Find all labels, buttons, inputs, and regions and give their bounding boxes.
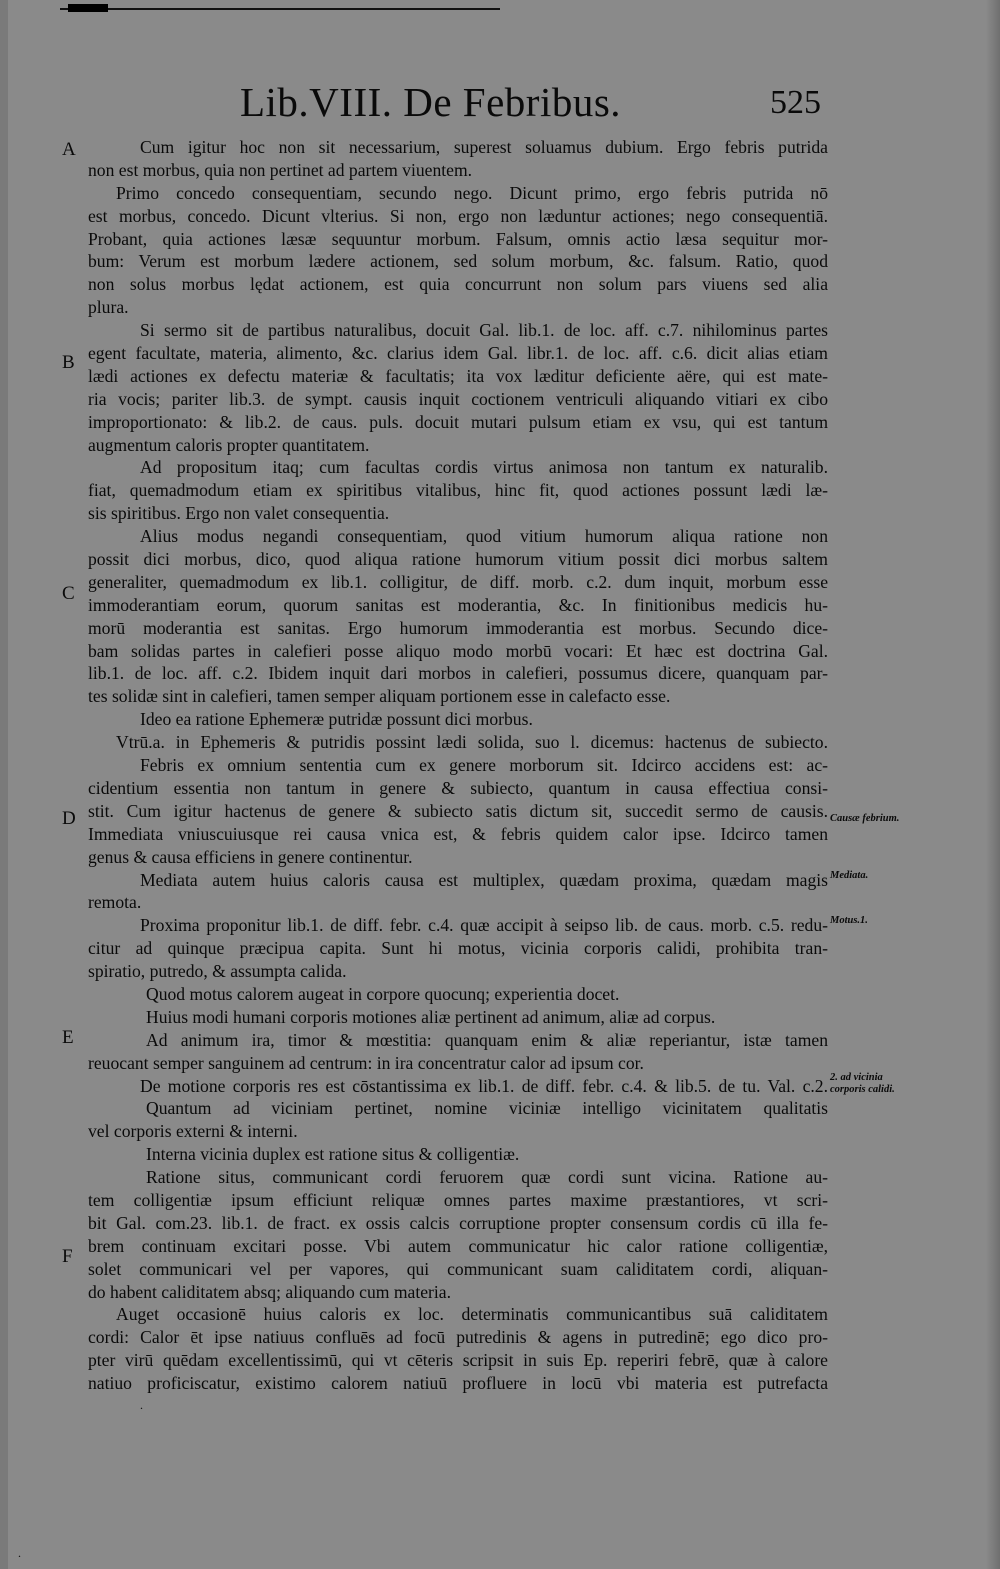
text-line: De motione corporis res est cōstantissima ex lib.1. de diff. febr. c.4. & lib.5. de tu. Val. c.2. (140, 1075, 828, 1096)
text-line: lædi actiones ex defectu materiæ & facultatis; ita vox læditur deficiente aëre, qui est mate- (88, 365, 828, 386)
text-line: Quantum ad viciniam pertinet, nomine viciniæ intelligo vicinitatem qualitatis (146, 1098, 828, 1119)
page-right-edge (986, 0, 1000, 1569)
text-line: Mediata autem huius caloris causa est multiplex, quædam proxima, quædam magis (140, 869, 828, 890)
top-rule (60, 8, 500, 10)
text-line: possit dici morbus, dico, quod aliqua ratione humorum vitium possit dici morbus saltem (88, 549, 828, 570)
text-line: pter virū quēdam excellentissimū, qui vt cēteris scripsit in suis Ep. reperiri febrē, quæ à calore (88, 1350, 828, 1371)
text-line: morū moderantia est sanitas. Ergo humorum immoderantia est morbus. Secundo dice- (88, 617, 828, 638)
margin-letter-b: B (62, 352, 75, 373)
side-note-motus: Motus.1. (830, 915, 868, 926)
text-line: Si sermo sit de partibus naturalibus, docuit Gal. lib.1. de loc. aff. c.7. nihilominus partes (140, 320, 828, 341)
text-line: immoderantiam eorum, quorum sanitas est moderantia, &c. In finitionibus medicis hu- (88, 594, 828, 615)
text-line: spiratio, putredo, & assumpta calida. (88, 961, 347, 982)
ink-speck: . (140, 1398, 143, 1412)
text-line: Cum igitur hoc non sit necessarium, superest soluamus dubium. Ergo febris putrida (140, 137, 828, 157)
side-note-mediata: Mediata. (830, 870, 869, 881)
text-line: genus & causa efficiens in genere continentur. (88, 846, 413, 867)
text-line: Interna vicinia duplex est ratione situs & colligentiæ. (146, 1144, 520, 1165)
text-line: generaliter, quemadmodum ex lib.1. colligitur, de diff. morb. c.2. dum inquit, morbum esse (88, 571, 828, 592)
text-line: Huius modi humani corporis motiones aliæ pertinent ad animum, aliæ ad corpus. (146, 1006, 716, 1027)
text-line: est morbus, concedo. Dicunt vlterius. Si non, ergo non læduntur actiones; nego consequentiā. (88, 205, 828, 226)
text-line: Probant, quia actiones læsæ sequuntur morbum. Falsum, omnis actio læsa sequitur mor- (88, 228, 828, 249)
text-line: Alius modus negandi consequentiam, quod vitium humorum aliqua ratione non (140, 526, 828, 547)
text-line: Ratione situs, communicant cordi feruorem quæ cordi sunt vicina. Ratione au- (146, 1167, 828, 1188)
text-line: bit Gal. com.23. lib.1. de fract. ex ossis calcis corruptione propter consensum cordis cū illa fe- (88, 1212, 828, 1233)
margin-letter-f: F (62, 1246, 73, 1267)
text-line: do habent caliditatem absq; aliquando cum materia. (88, 1281, 451, 1302)
text-line: bum: Verum est morbum lædere actionem, sed solum morbum, &c. falsum. Ratio, quod (88, 251, 828, 272)
text-line: Ideo ea ratione Ephemeræ putridæ possunt dici morbus. (140, 709, 533, 730)
text-line: Proxima proponitur lib.1. de diff. febr. c.4. quæ accipit à seipso lib. de caus. morb. c.5. redu- (140, 915, 828, 936)
top-ink-mark (68, 4, 108, 12)
text-line: ria vocis; pariter lib.3. de sympt. causis inquit coctionem ventriculi aliquando vitiari ex cibo (88, 388, 828, 409)
margin-letter-e: E (62, 1027, 74, 1048)
text-line: stit. Cum igitur hactenus de genere & subiecto satis dictum sit, succedit sermo de causis. (88, 800, 828, 821)
running-header: Lib.VIII. De Febribus. (240, 79, 622, 125)
text-line: solet communicari vel per vapores, qui communicant suam caliditatem cordi, aliquan- (88, 1258, 828, 1279)
text-line: reuocant semper sanguinem ad centrum: in ira concentratur calor ad ipsum cor. (88, 1052, 644, 1073)
text-line: citur ad quinque præcipua capita. Sunt hi motus, vicinia corporis calidi, prohibita tran- (88, 938, 828, 959)
margin-letter-a: A (62, 139, 76, 160)
text-line: brem continuam excitari posse. Vbi autem communicatur hic calor ratione colligentiæ, (88, 1235, 828, 1256)
text-line: Febris ex omnium sententia cum ex genere morborum sit. Idcirco accidens est: ac- (140, 755, 828, 776)
text-line: Ad animum ira, timor & mœstitia: quanquam enim & aliæ reperiantur, istæ tamen (146, 1029, 828, 1050)
text-line: cidentium essentia non tantum in genere & subiecto, quantum in causa effectiua consi- (88, 777, 828, 798)
side-note-causae-febrium: Causæ febrium. (830, 813, 900, 824)
margin-letter-c: C (62, 583, 75, 604)
text-line: fiat, quemadmodum etiam ex spiritibus vitalibus, hinc fit, quod actiones possunt lædi læ- (88, 480, 828, 501)
text-line: bam solidas partes in calefieri posse aliquo modo morbū vocari: Et hæc est doctrina Gal. (88, 640, 828, 661)
text-line: Immediata vniuscuiusque rei causa vnica est, & febris quidem calor ipse. Idcirco tamen (88, 823, 828, 844)
text-line: Ad propositum itaq; cum facultas cordis virtus animosa non tantum ex naturalib. (140, 457, 828, 478)
text-line: natiuo proficiscatur, existimo calorem natiuū profluere in locū vbi materia est putrefacta (88, 1373, 828, 1394)
body-text (88, 136, 828, 1395)
text-line: Quod motus calorem augeat in corpore quocunq; experientia docet. (146, 983, 620, 1004)
page-number: 525 (770, 84, 821, 121)
margin-letter-d: D (62, 808, 76, 829)
text-line: vel corporis externi & interni. (88, 1121, 298, 1142)
side-note-vicinia: 2. ad vicinia corporis calidi. (830, 1072, 895, 1095)
text-line: tes solidæ sint in calefieri, tamen semper aliquam portionem esse in calefacto esse. (88, 686, 671, 707)
text-line: non solus morbus lędat actionem, est quia concurrunt non solum pars viuens sed alia (88, 274, 828, 295)
ink-speck: . (18, 1546, 21, 1560)
text-line: lib.1. de loc. aff. c.2. Ibidem inquit dari morbos in calefieri, possumus dicere, quanquam par- (88, 663, 828, 684)
text-line: non est morbus, quia non pertinet ad partem viuentem. (88, 159, 473, 180)
page-left-edge (0, 0, 8, 1569)
text-line: plura. (88, 297, 129, 318)
text-line: augmentum caloris propter quantitatem. (88, 434, 370, 455)
text-line: remota. (88, 892, 142, 913)
text-line: Auget occasionē huius caloris ex loc. determinatis communicantibus suā caliditatem (116, 1304, 828, 1325)
text-line: egent facultate, materia, alimento, &c. clarius idem Gal. libr.1. de loc. aff. c.6. dicit alias etiam (88, 343, 828, 364)
text-line: Primo concedo consequentiam, secundo nego. Dicunt primo, ergo febris putrida nō (116, 182, 828, 203)
text-line: Vtrū.a. in Ephemeris & putridis possint lædi solida, suo l. dicemus: hactenus de subiecto. (116, 732, 828, 753)
text-line: cordi: Calor ēt ipse natiuus confluēs ad focū putredinis & agens in putredinē; ego dico pro- (88, 1327, 828, 1348)
text-line: improportionato: & lib.2. de caus. puls. docuit mutari pulsum etiam ex vsu, qui est tantum (88, 411, 828, 432)
text-line: tem colligentiæ ipsum efficiunt reliquæ omnes partes maxime præstantiores, vt scri- (88, 1189, 828, 1210)
text-line: sis spiritibus. Ergo non valet consequentia. (88, 503, 390, 524)
